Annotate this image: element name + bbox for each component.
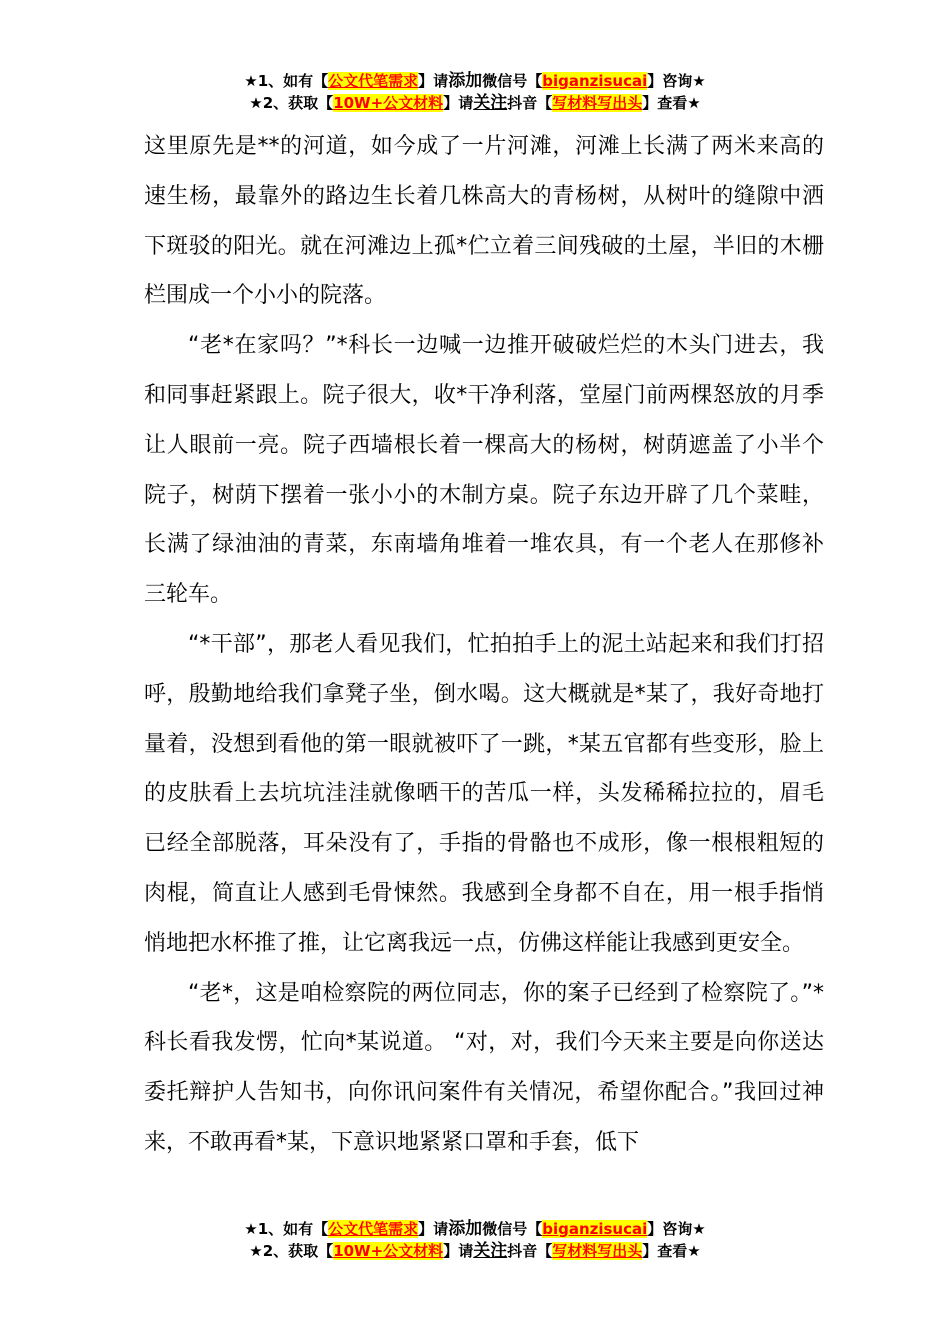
banner-text: 】请 (418, 72, 449, 90)
highlight-wechat-id: biganzisucai (542, 72, 648, 90)
banner-text: ★1、如有【 (244, 1220, 329, 1238)
document-body (144, 122, 824, 1168)
banner-emphasis: 添加 (448, 1219, 483, 1239)
banner-emphasis: 关注 (473, 1241, 508, 1261)
paragraph-1: 这里原先是**的河道，如今成了一片河滩，河滩上长满了两米来高的速生杨，最靠外的路边生长着几株高大的青杨树，从树叶的缝隙中洒下斑驳的阳光。就在河滩边上孤*伫立着三间残破的土屋，半旧的木栅栏围成一个小小的院落。 (144, 134, 824, 309)
banner-line-2 (0, 1240, 950, 1262)
highlight-materials: 10W+公文材料 (333, 94, 444, 112)
banner-text: 】请 (443, 1242, 474, 1260)
banner-text: 抖音【 (507, 1242, 553, 1260)
footer-banner (0, 1218, 950, 1262)
highlight-douyin-account: 写材料写出头 (552, 94, 643, 112)
banner-text: 】请 (443, 94, 474, 112)
banner-text: 】请 (418, 1220, 449, 1238)
banner-emphasis: 关注 (473, 93, 508, 113)
highlight-service: 公文代笔需求 (328, 1220, 419, 1238)
banner-text: 】咨询★ (647, 72, 706, 90)
paragraph-2: “老*在家吗？”*科长一边喊一边推开破破烂烂的木头门进去，我和同事赶紧跟上。院子很大，收*干净利落，堂屋门前两棵怒放的月季让人眼前一亮。院子西墙根长着一棵高大的杨树，树荫遮盖了小半个院子，树荫下摆着一张小小的木制方桌。院子东边开辟了几个菜畦，长满了绿油油的青菜，东南墙角堆着一堆农具，有一个老人在那修补三轮车。 (144, 333, 825, 608)
highlight-wechat-id: biganzisucai (542, 1220, 648, 1238)
banner-line-1 (0, 1218, 950, 1240)
highlight-douyin-account: 写材料写出头 (552, 1242, 643, 1260)
banner-text: 】查看★ (642, 1242, 701, 1260)
header-banner (0, 70, 950, 114)
banner-text: 抖音【 (507, 94, 553, 112)
highlight-service: 公文代笔需求 (328, 72, 419, 90)
banner-text: 】查看★ (642, 94, 701, 112)
banner-text: ★1、如有【 (244, 72, 329, 90)
paragraph-4: “老*，这是咱检察院的两位同志，你的案子已经到了检察院了。”*科长看我发愣，忙向*某说道。 “对，对，我们今天来主要是向你送达委托辩护人告知书，向你讯问案件有关情况，希望你配合。”我回过神来，不敢再看*某，下意识地紧紧口罩和手套，低下 (144, 980, 824, 1155)
banner-emphasis: 添加 (448, 71, 483, 91)
banner-text: ★2、获取【 (249, 94, 334, 112)
banner-text: 微信号【 (482, 1220, 543, 1238)
banner-line-2 (0, 92, 950, 114)
banner-text: 微信号【 (482, 72, 543, 90)
banner-text: ★2、获取【 (249, 1242, 334, 1260)
banner-line-1 (0, 70, 950, 92)
paragraph-3: “*干部”，那老人看见我们，忙拍拍手上的泥土站起来和我们打招呼，殷勤地给我们拿凳子坐，倒水喝。这大概就是*某了，我好奇地打量着，没想到看他的第一眼就被吓了一跳，*某五官都有些变形，脸上的皮肤看上去坑坑洼洼就像晒干的苦瓜一样，头发稀稀拉拉的，眉毛已经全部脱落，耳朵没有了，手指的骨骼也不成形，像一根根粗短的肉棍，简直让人感到毛骨悚然。我感到全身都不自在，用一根手指悄悄地把水杯推了推，让它离我远一点，仿佛这样能让我感到更安全。 (144, 631, 824, 956)
highlight-materials: 10W+公文材料 (333, 1242, 444, 1260)
banner-text: 】咨询★ (647, 1220, 706, 1238)
